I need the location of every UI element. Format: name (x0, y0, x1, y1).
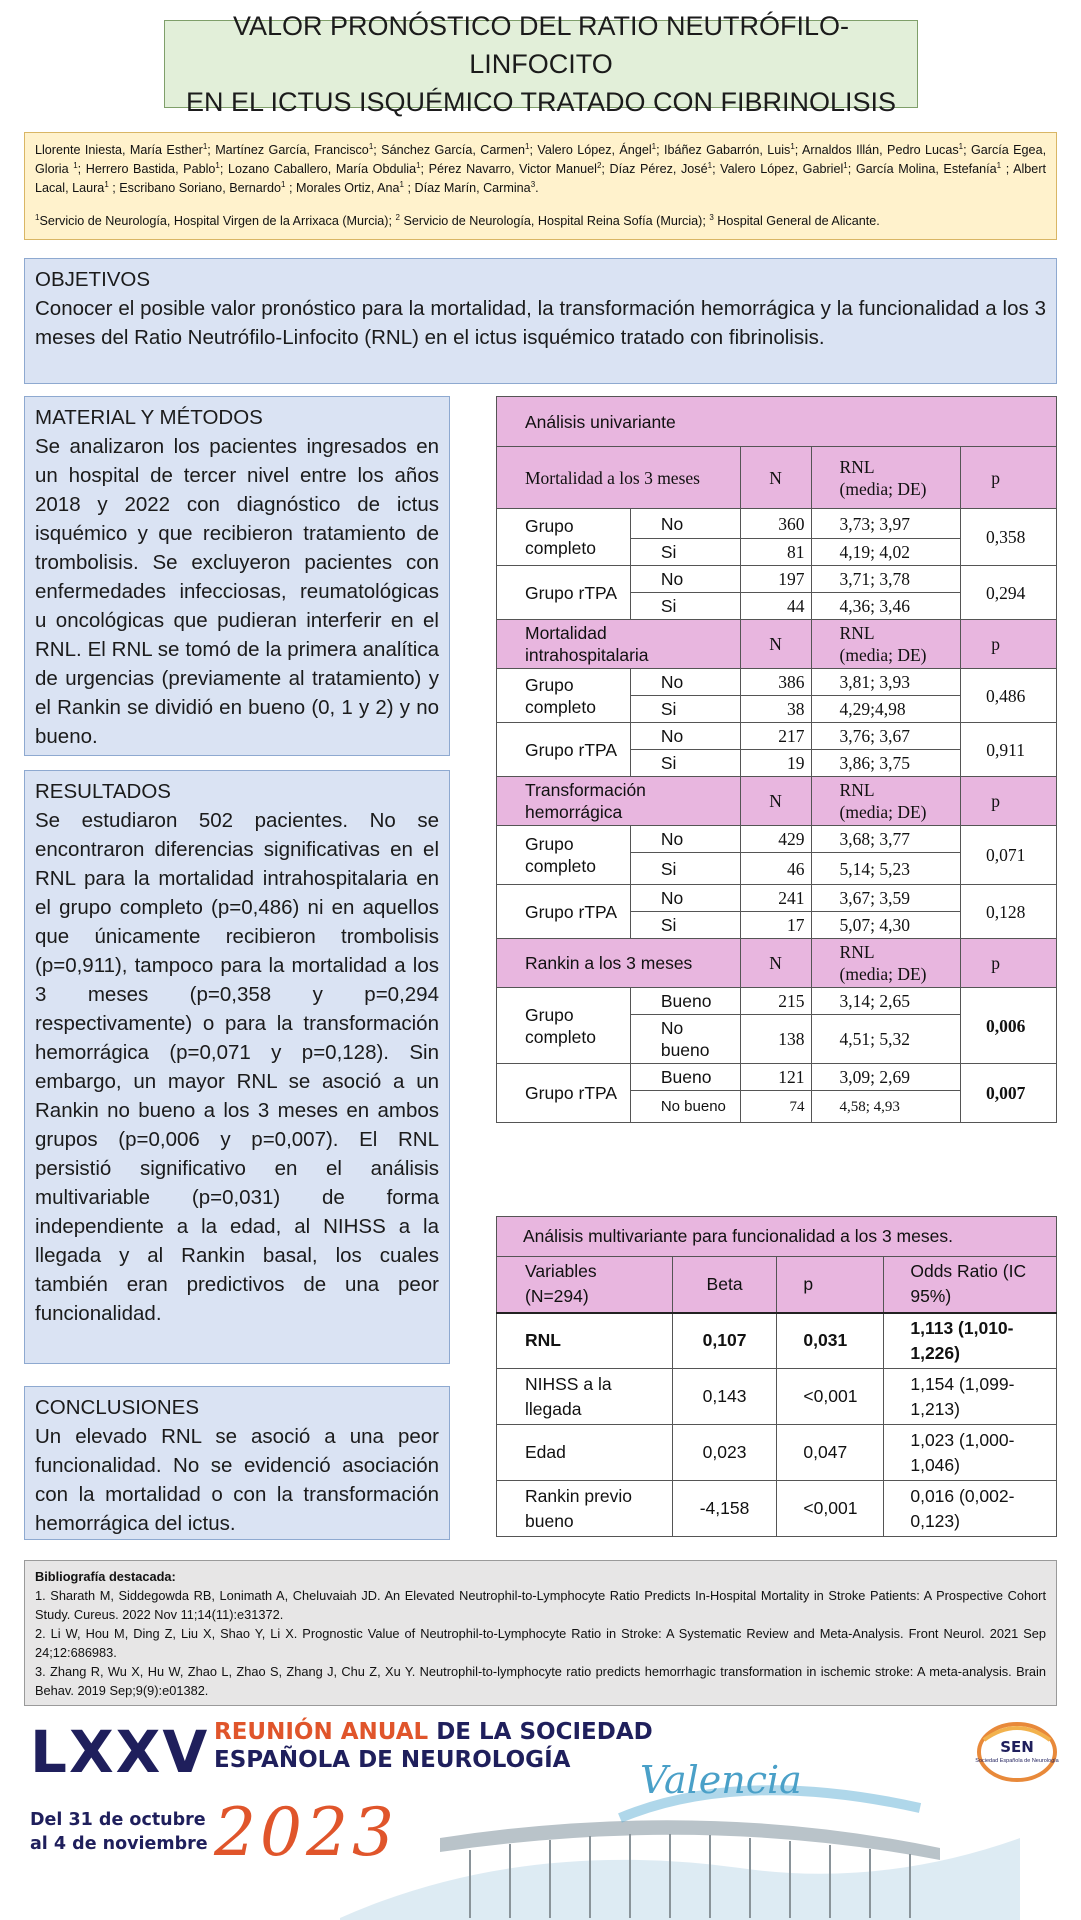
col-n-header: N (740, 777, 811, 826)
p-value: 0,128 (961, 885, 1057, 939)
p-value: 0,006 (961, 988, 1057, 1064)
author-name: Arnaldos Illán, Pedro Lucas (801, 143, 959, 157)
affiliation-text: Hospital General de Alicante. (713, 214, 880, 228)
objetivos-heading: OBJETIVOS (35, 268, 151, 291)
p-value: <0,001 (777, 1481, 884, 1537)
author-name: Díaz Marín, Carmina (414, 181, 531, 195)
col-rnl-header (811, 939, 961, 988)
col-rnl-label: RNL (839, 623, 875, 643)
author-name: Albert Lacal, Laura (35, 162, 1047, 195)
p-value: 0,047 (777, 1425, 884, 1481)
col-variables: Variables (N=294) (497, 1257, 673, 1313)
author-affiliation-mark: 1 (368, 141, 374, 151)
group-name: Grupo rTPA (497, 885, 631, 939)
col-p-header: p (961, 447, 1057, 509)
author-affiliation-mark: 1 (790, 141, 795, 151)
author-name: Herrero Bastida, Pablo (85, 162, 216, 176)
n-value: 217 (740, 723, 811, 750)
table-row (497, 826, 1057, 853)
col-rnl-unit: (media; DE) (839, 964, 927, 984)
n-value: 138 (740, 1015, 811, 1064)
subgroup-label: Si (630, 853, 740, 885)
table-row (497, 988, 1057, 1015)
sen-logo-subtitle: Sociedad Española de Neurología (975, 1758, 1059, 1764)
congress-name (214, 1718, 653, 1774)
poster-title (164, 11, 918, 117)
author-affiliation-mark: 1 (707, 160, 713, 170)
subgroup-label: No (630, 509, 740, 539)
objetivos-text: Conocer el posible valor pronóstico para la mortalidad, la transformación hemorrágica y la funcionalidad a los 3 meses del Ratio Neutrófilo-Linfocito (RNL) en el ictus isquémico tratado con fibrinolisis. (35, 297, 1046, 349)
univariate-section-header (497, 447, 1057, 509)
author-name: García Egea, Gloria (35, 143, 1047, 176)
author-affiliation-mark: 1 (202, 141, 208, 151)
n-value: 46 (740, 853, 811, 885)
sen-logo-text: SEN (1000, 1738, 1034, 1756)
n-value: 197 (740, 566, 811, 593)
rnl-value: 4,51; 5,32 (811, 1015, 961, 1064)
bibliography (24, 1560, 1057, 1706)
beta-value: 0,023 (672, 1425, 777, 1481)
material-text: Se analizaron los pacientes ingresados en un hospital de tercer nivel entre los años 2018 y 2022 con diagnóstico de ictus isquémico y que recibieron tratamiento de trombolisis. Se excluyeron pacientes con enfermedades infecciosas, reumatológicas u oncológicas que pudieran interferir en el RNL. El RNL se tomó de la primera analítica de urgencias (previamente al tratamiento) y el Rankin se dividió en bueno (0, 1 y 2) y no bueno. (35, 435, 439, 748)
group-name: Grupo rTPA (497, 723, 631, 777)
affiliation-text: Servicio de Neurología, Hospital Reina Sofía (Murcia); (399, 214, 710, 228)
col-n-header: N (740, 939, 811, 988)
affiliation-mark: 1 (35, 212, 40, 222)
affiliation-mark: 2 (395, 212, 400, 222)
col-rnl-header (811, 447, 961, 509)
n-value: 386 (740, 669, 811, 696)
section-title: Transformación hemorrágica (497, 777, 741, 826)
author-affiliation-mark: 1 (399, 179, 404, 189)
congress-dates (30, 1808, 208, 1856)
author-affiliation-mark: 2 (596, 160, 602, 170)
rnl-value: 3,81; 3,93 (811, 669, 961, 696)
group-name: Grupo completo (497, 669, 631, 723)
col-odds-ratio: Odds Ratio (IC 95%) (884, 1257, 1057, 1313)
group-name: Grupo completo (497, 988, 631, 1064)
date-line-2: al 4 de noviembre (30, 1834, 208, 1854)
rnl-value: 4,36; 3,46 (811, 593, 961, 620)
subgroup-label: No (630, 566, 740, 593)
table-row (497, 885, 1057, 912)
subgroup-label: No bueno (630, 1015, 740, 1064)
author-name: García Molina, Estefanía (855, 162, 997, 176)
section-title: Rankin a los 3 meses (497, 939, 741, 988)
rnl-value: 5,14; 5,23 (811, 853, 961, 885)
col-rnl-label: RNL (839, 780, 875, 800)
congress-name-part-1: REUNIÓN ANUAL (214, 1719, 429, 1745)
odds-ratio-value: 1,023 (1,000-1,046) (884, 1425, 1057, 1481)
n-value: 121 (740, 1064, 811, 1091)
author-name: Valero López, Ángel (537, 143, 652, 157)
group-name: Grupo completo (497, 826, 631, 885)
n-value: 81 (740, 539, 811, 566)
col-n-header: N (740, 620, 811, 669)
col-rnl-label: RNL (839, 942, 875, 962)
odds-ratio-value: 0,016 (0,002-0,123) (884, 1481, 1057, 1537)
p-value: 0,071 (961, 826, 1057, 885)
univariate-section-header (497, 620, 1057, 669)
objetivos-section (24, 258, 1057, 384)
subgroup-label: Si (630, 539, 740, 566)
author-name: Escribano Soriano, Bernardo (119, 181, 281, 195)
rnl-value: 4,19; 4,02 (811, 539, 961, 566)
n-value: 38 (740, 696, 811, 723)
rnl-value: 4,58; 4,93 (811, 1091, 961, 1123)
col-n-header: N (740, 447, 811, 509)
congress-name-part-3: ESPAÑOLA DE NEUROLOGÍA (214, 1747, 571, 1773)
odds-ratio-value: 1,113 (1,010-1,226) (884, 1313, 1057, 1369)
conclusiones-heading: CONCLUSIONES (35, 1396, 200, 1419)
multivariate-table (496, 1216, 1057, 1537)
group-name: Grupo completo (497, 509, 631, 566)
p-value: 0,031 (777, 1313, 884, 1369)
rnl-value: 3,68; 3,77 (811, 826, 961, 853)
subgroup-label: No (630, 669, 740, 696)
rnl-value: 4,29;4,98 (811, 696, 961, 723)
reference-item: 3. Zhang R, Wu X, Hu W, Zhao L, Zhao S, Zhang J, Chu Z, Xu Y. Neutrophil-to-lymphocyte ratio predicts hemorrhagic transformation in ischemic stroke: A meta-analysis. Brain Behav. 2019 Sep;9(9):e01382. (35, 1664, 1046, 1698)
variable-name: RNL (497, 1313, 673, 1369)
author-affiliation-mark: 1 (525, 141, 530, 151)
col-beta: Beta (672, 1257, 777, 1313)
col-rnl-unit: (media; DE) (839, 478, 927, 499)
author-affiliation-mark: 1 (104, 179, 109, 189)
table-row (497, 1313, 1057, 1369)
congress-city: Valencia (640, 1758, 802, 1802)
col-rnl-unit: (media; DE) (839, 645, 927, 665)
author-affiliation-mark: 1 (73, 160, 78, 170)
subgroup-label: No (630, 885, 740, 912)
conclusiones-section (24, 1386, 450, 1540)
author-affiliation-mark: 1 (996, 160, 1002, 170)
col-p-header: p (961, 620, 1057, 669)
author-name: Martínez García, Francisco (215, 143, 369, 157)
p-value: <0,001 (777, 1369, 884, 1425)
p-value: 0,294 (961, 566, 1057, 620)
multivariate-caption: Análisis multivariante para funcionalidad a los 3 meses. (497, 1217, 1057, 1257)
group-name: Grupo rTPA (497, 1064, 631, 1123)
rnl-value: 3,76; 3,67 (811, 723, 961, 750)
material-heading: MATERIAL Y MÉTODOS (35, 406, 263, 429)
author-name: Díaz Pérez, José (609, 162, 708, 176)
affiliation-list (35, 212, 1046, 231)
n-value: 74 (740, 1091, 811, 1123)
variable-name: Edad (497, 1425, 673, 1481)
date-line-1: Del 31 de octubre (30, 1810, 206, 1830)
n-value: 360 (740, 509, 811, 539)
rnl-value: 3,73; 3,97 (811, 509, 961, 539)
rnl-value: 3,71; 3,78 (811, 566, 961, 593)
author-name: Ibáñez Gabarrón, Luis (663, 143, 791, 157)
material-section (24, 396, 450, 756)
resultados-text: Se estudiaron 502 pacientes. No se encontraron diferencias significativas en el RNL para la mortalidad intrahospitalaria en el grupo completo (p=0,486) ni en aquellos que únicamente recibieron trombolisis (p=0,911), tampoco para la mortalidad a los 3 meses (p=0,358 y p=0,294 respectivamente) o para la transformación hemorrágica (p=0,071 y p=0,128). Sin embargo, un mayor RNL se asoció a un Rankin no bueno a los 3 meses en ambos grupos (p=0,006 y p=0,007). El RNL persistió significativo en el análisis multivariable (p=0,031) de forma independiente a la edad, al NIHSS a la llegada y al Rankin basal, los cuales también eran predictivos de una peor funcionalidad. (35, 809, 439, 1325)
table-row (497, 566, 1057, 593)
author-affiliation-mark: 3 (530, 179, 536, 189)
author-name: Lozano Caballero, María Obdulia (227, 162, 417, 176)
table-row (497, 1369, 1057, 1425)
rnl-value: 3,67; 3,59 (811, 885, 961, 912)
subgroup-label: No (630, 826, 740, 853)
n-value: 429 (740, 826, 811, 853)
subgroup-label: Bueno (630, 988, 740, 1015)
affiliation-text: Servicio de Neurología, Hospital Virgen de la Arrixaca (Murcia); (39, 214, 396, 228)
variable-name: NIHSS a la llegada (497, 1369, 673, 1425)
univariate-caption-row (497, 397, 1057, 447)
title-line-2: EN EL ICTUS ISQUÉMICO TRATADO CON FIBRINOLISIS (185, 87, 897, 117)
rnl-value: 3,09; 2,69 (811, 1064, 961, 1091)
subgroup-label: Si (630, 750, 740, 777)
subgroup-label: Si (630, 696, 740, 723)
reference-list (35, 1586, 1046, 1700)
n-value: 19 (740, 750, 811, 777)
beta-value: 0,143 (672, 1369, 777, 1425)
author-name: Pérez Navarro, Victor Manuel (428, 162, 597, 176)
congress-year: 2023 (214, 1794, 398, 1871)
p-value: 0,486 (961, 669, 1057, 723)
n-value: 44 (740, 593, 811, 620)
edition-number: LXXV (30, 1718, 210, 1786)
col-p-header: p (961, 939, 1057, 988)
col-rnl-header (811, 620, 961, 669)
subgroup-label: No bueno (630, 1091, 740, 1123)
authors-box (24, 132, 1057, 240)
p-value: 0,007 (961, 1064, 1057, 1123)
variable-name: Rankin previo bueno (497, 1481, 673, 1537)
table-row (497, 1064, 1057, 1091)
reference-item: 1. Sharath M, Siddegowda RB, Lonimath A, Cheluvaiah JD. An Elevated Neutrophil-to-Lymphocyte Ratio Predicts In-Hospital Mortality in Stroke Patients: A Prospective Cohort Study. Cureus. 2022 Nov 11;14(11):e31372. (35, 1588, 1046, 1622)
author-affiliation-mark: 1 (416, 160, 421, 170)
author-name: Llorente Iniesta, María Esther (35, 143, 203, 157)
author-affiliation-mark: 1 (215, 160, 220, 170)
affiliation-mark: 3 (709, 212, 714, 222)
author-name: Morales Ortiz, Ana (295, 181, 400, 195)
conclusiones-text: Un elevado RNL se asoció a una peor funcionalidad. No se evidenció asociación con la mortalidad o con la transformación hemorrágica del ictus. (35, 1425, 439, 1535)
univariate-section-header (497, 939, 1057, 988)
univariate-caption: Análisis univariante (497, 397, 1057, 447)
n-value: 241 (740, 885, 811, 912)
table-row (497, 1425, 1057, 1481)
table-row (497, 723, 1057, 750)
author-name: Sánchez García, Carmen (381, 143, 526, 157)
table-row (497, 669, 1057, 696)
resultados-section (24, 770, 450, 1364)
author-affiliation-mark: 1 (281, 179, 286, 189)
table-row (497, 1481, 1057, 1537)
p-value: 0,911 (961, 723, 1057, 777)
author-affiliation-mark: 1 (958, 141, 964, 151)
subgroup-label: Bueno (630, 1064, 740, 1091)
author-name: Valero López, Gabriel (720, 162, 844, 176)
n-value: 17 (740, 912, 811, 939)
congress-name-part-2: DE LA SOCIEDAD (428, 1719, 653, 1745)
table-row (497, 509, 1057, 539)
odds-ratio-value: 1,154 (1,099-1,213) (884, 1369, 1057, 1425)
reference-item: 2. Li W, Hou M, Ding Z, Liu X, Shao Y, Li X. Prognostic Value of Neutrophil-to-Lymphocyte Ratio in Stroke: A Systematic Review and Meta-Analysis. Front Neurol. 2021 Sep 24;12:686983. (35, 1626, 1046, 1660)
col-p: p (777, 1257, 884, 1313)
author-list: Llorente Iniesta, María Esther$^1$; Martínez García, Francisco$^1$; Sánchez García, Carmen$^1$; Valero López, Ángel$^1$; Ibáñez Gabarrón, Luis$^1$; Arnaldos Illán, Pedro Lucas$^1$; García Egea, Gloria $^1$; Herrero Bastida, Pablo$^1$; Lozano Caballero, María Obdulia$^1$; Pérez Navarro, Victor Manuel$^2$; Díaz Pérez, José$^1$; Valero López, Gabriel$^1$; García Molina, Estefanía$^1$ ; Albert Lacal, Laura$^1$ ; Escribano Soriano, Bernardo$^1$ ; Morales Ortiz, Ana$^1$ ; Díaz Marín, Carmina$^3$. (35, 141, 1047, 195)
multivariate-caption-row (497, 1217, 1057, 1257)
n-value: 215 (740, 988, 811, 1015)
subgroup-label: Si (630, 593, 740, 620)
rnl-value: 3,86; 3,75 (811, 750, 961, 777)
rnl-value: 5,07; 4,30 (811, 912, 961, 939)
univariate-table (496, 396, 1057, 1123)
col-rnl-label: RNL (839, 456, 875, 477)
congress-banner (0, 1708, 1081, 1920)
subgroup-label: Si (630, 912, 740, 939)
sen-logo (974, 1720, 1060, 1784)
col-p-header: p (961, 777, 1057, 826)
title-line-1: VALOR PRONÓSTICO DEL RATIO NEUTRÓFILO-LINFOCITO (232, 11, 850, 79)
col-rnl-header (811, 777, 961, 826)
col-rnl-unit: (media; DE) (839, 802, 927, 822)
rnl-value: 3,14; 2,65 (811, 988, 961, 1015)
beta-value: 0,107 (672, 1313, 777, 1369)
group-name: Grupo rTPA (497, 566, 631, 620)
section-title: Mortalidad a los 3 meses (497, 447, 741, 509)
subgroup-label: No (630, 723, 740, 750)
univariate-section-header (497, 777, 1057, 826)
resultados-heading: RESULTADOS (35, 780, 171, 803)
author-affiliation-mark: 1 (651, 141, 657, 151)
author-affiliation-mark: 1 (843, 160, 848, 170)
section-title: Mortalidad intrahospitalaria (497, 620, 741, 669)
multivariate-header-row (497, 1257, 1057, 1313)
beta-value: -4,158 (672, 1481, 777, 1537)
p-value: 0,358 (961, 509, 1057, 566)
bibliography-heading: Bibliografía destacada: (35, 1569, 176, 1584)
